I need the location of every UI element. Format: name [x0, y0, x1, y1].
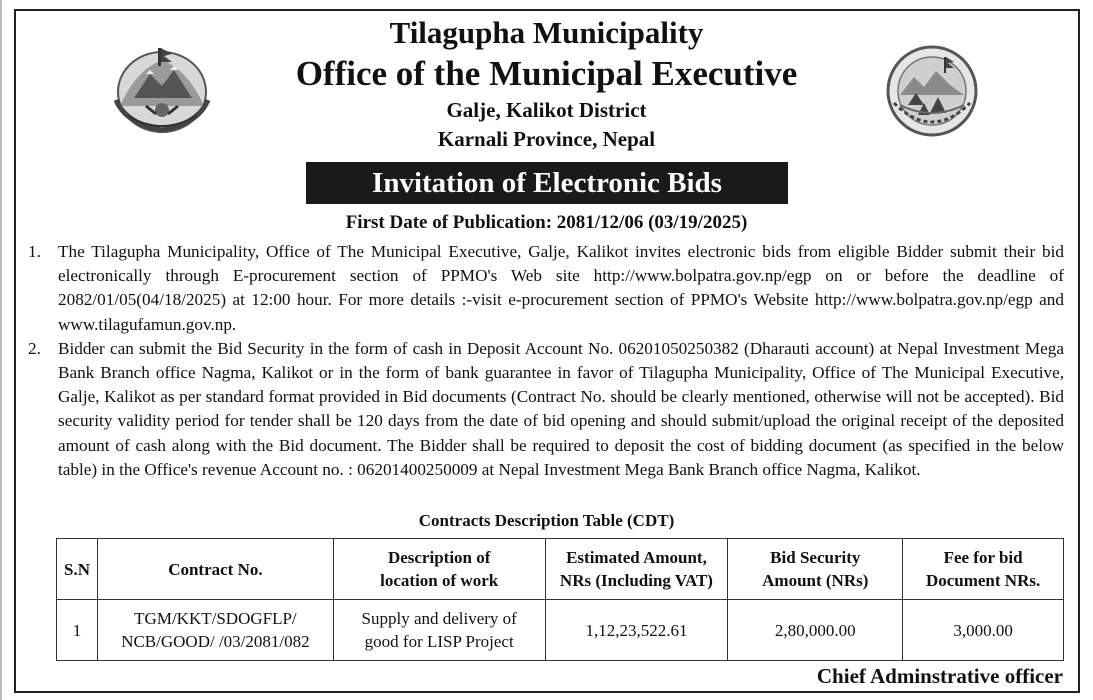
publication-date: First Date of Publication: 2081/12/06 (03/19/2025) — [345, 212, 748, 233]
header-text: Bid Security — [770, 548, 861, 567]
item-text: Bidder can submit the Bid Security in the form of cash in Deposit Account No. 06201050250382 (Dharauti account) at Nepal Investment Mega Bank Branch office Nagma, Kalikot or in the form of bank guarantee in favor of Tilagupha Municipality, Office of The Municipal Executive, Galje, Kalikot as per standard format provided in Bid documents (Contract No. should be clearly mentioned, otherwise will not be accepted). Bid security validity period for tender shall be 120 days from the date of bid opening and should submit/upload the original receipt of the deposited amount of cash along with the Bid document. The Bidder shall be required to deposit the cost of bidding document (as specified in the below table) in the Office's revenue Account no. : 06201400250009 at Nepal Investment Mega Bank Branch office Nagma, Kalikot. — [58, 338, 1064, 479]
cell-estimated-amount: 1,12,23,522.61 — [545, 600, 728, 661]
office-name: Office of the Municipal Executive — [295, 54, 798, 93]
header-description — [333, 539, 545, 600]
notice-item — [28, 240, 1064, 337]
cell-text: NCB/GOOD/ /03/2081/082 — [121, 632, 310, 651]
header-bid-security — [728, 539, 903, 600]
cell-text: Supply and delivery of — [361, 609, 517, 628]
cell-description — [333, 600, 545, 661]
item-number: 2. — [28, 338, 41, 358]
header-sn: S.N — [57, 539, 98, 600]
notice-items — [28, 240, 1064, 482]
contracts-table — [56, 538, 1064, 661]
notice-item — [28, 337, 1064, 482]
header-text: location of work — [380, 571, 499, 590]
notice-banner: Invitation of Electronic Bids — [306, 162, 788, 204]
municipality-name: Tilagupha Municipality — [389, 15, 704, 50]
header-fee — [903, 539, 1064, 600]
signature-title: Chief Adminstrative officer — [816, 664, 1063, 688]
cell-text: good for LISP Project — [364, 632, 514, 651]
notice-header — [0, 14, 1093, 154]
header-estimated-amount — [545, 539, 728, 600]
header-text: Estimated Amount, — [566, 548, 707, 567]
cell-bid-security: 2,80,000.00 — [728, 600, 903, 661]
header-text: Fee for bid — [943, 548, 1023, 567]
office-address: Galje, Kalikot District — [446, 98, 647, 122]
cell-fee: 3,000.00 — [903, 600, 1064, 661]
item-number: 1. — [28, 242, 41, 261]
table-title: Contracts Description Table (CDT) — [418, 511, 675, 530]
table-row — [57, 600, 1064, 661]
header-contract-no: Contract No. — [97, 539, 333, 600]
header-text: NRs (Including VAT) — [559, 571, 713, 590]
header-text: Document NRs. — [925, 571, 1041, 590]
province-address: Karnali Province, Nepal — [437, 127, 656, 151]
cell-sn: 1 — [57, 600, 98, 661]
item-text: The Tilagupha Municipality, Office of The Municipal Executive, Galje, Kalikot invites electronic bids from eligible Bidder submit their bid electronically through E-procurement section of PPMO's Web site http://www.bolpatra.gov.np/egp on or before the deadline of 2082/01/05(04/18/2025) at 12:00 hour. For more details :-visit e-procurement section of PPMO's Website http://www.bolpatra.gov.np/egp and www.tilagufamun.gov.np. — [58, 242, 1064, 334]
header-text: Amount (NRs) — [762, 571, 869, 590]
table-header-row — [57, 539, 1064, 600]
cell-text: TGM/KKT/SDOGFLP/ — [134, 609, 297, 628]
header-text: Description of — [387, 548, 491, 567]
cell-contract-no — [97, 600, 333, 661]
